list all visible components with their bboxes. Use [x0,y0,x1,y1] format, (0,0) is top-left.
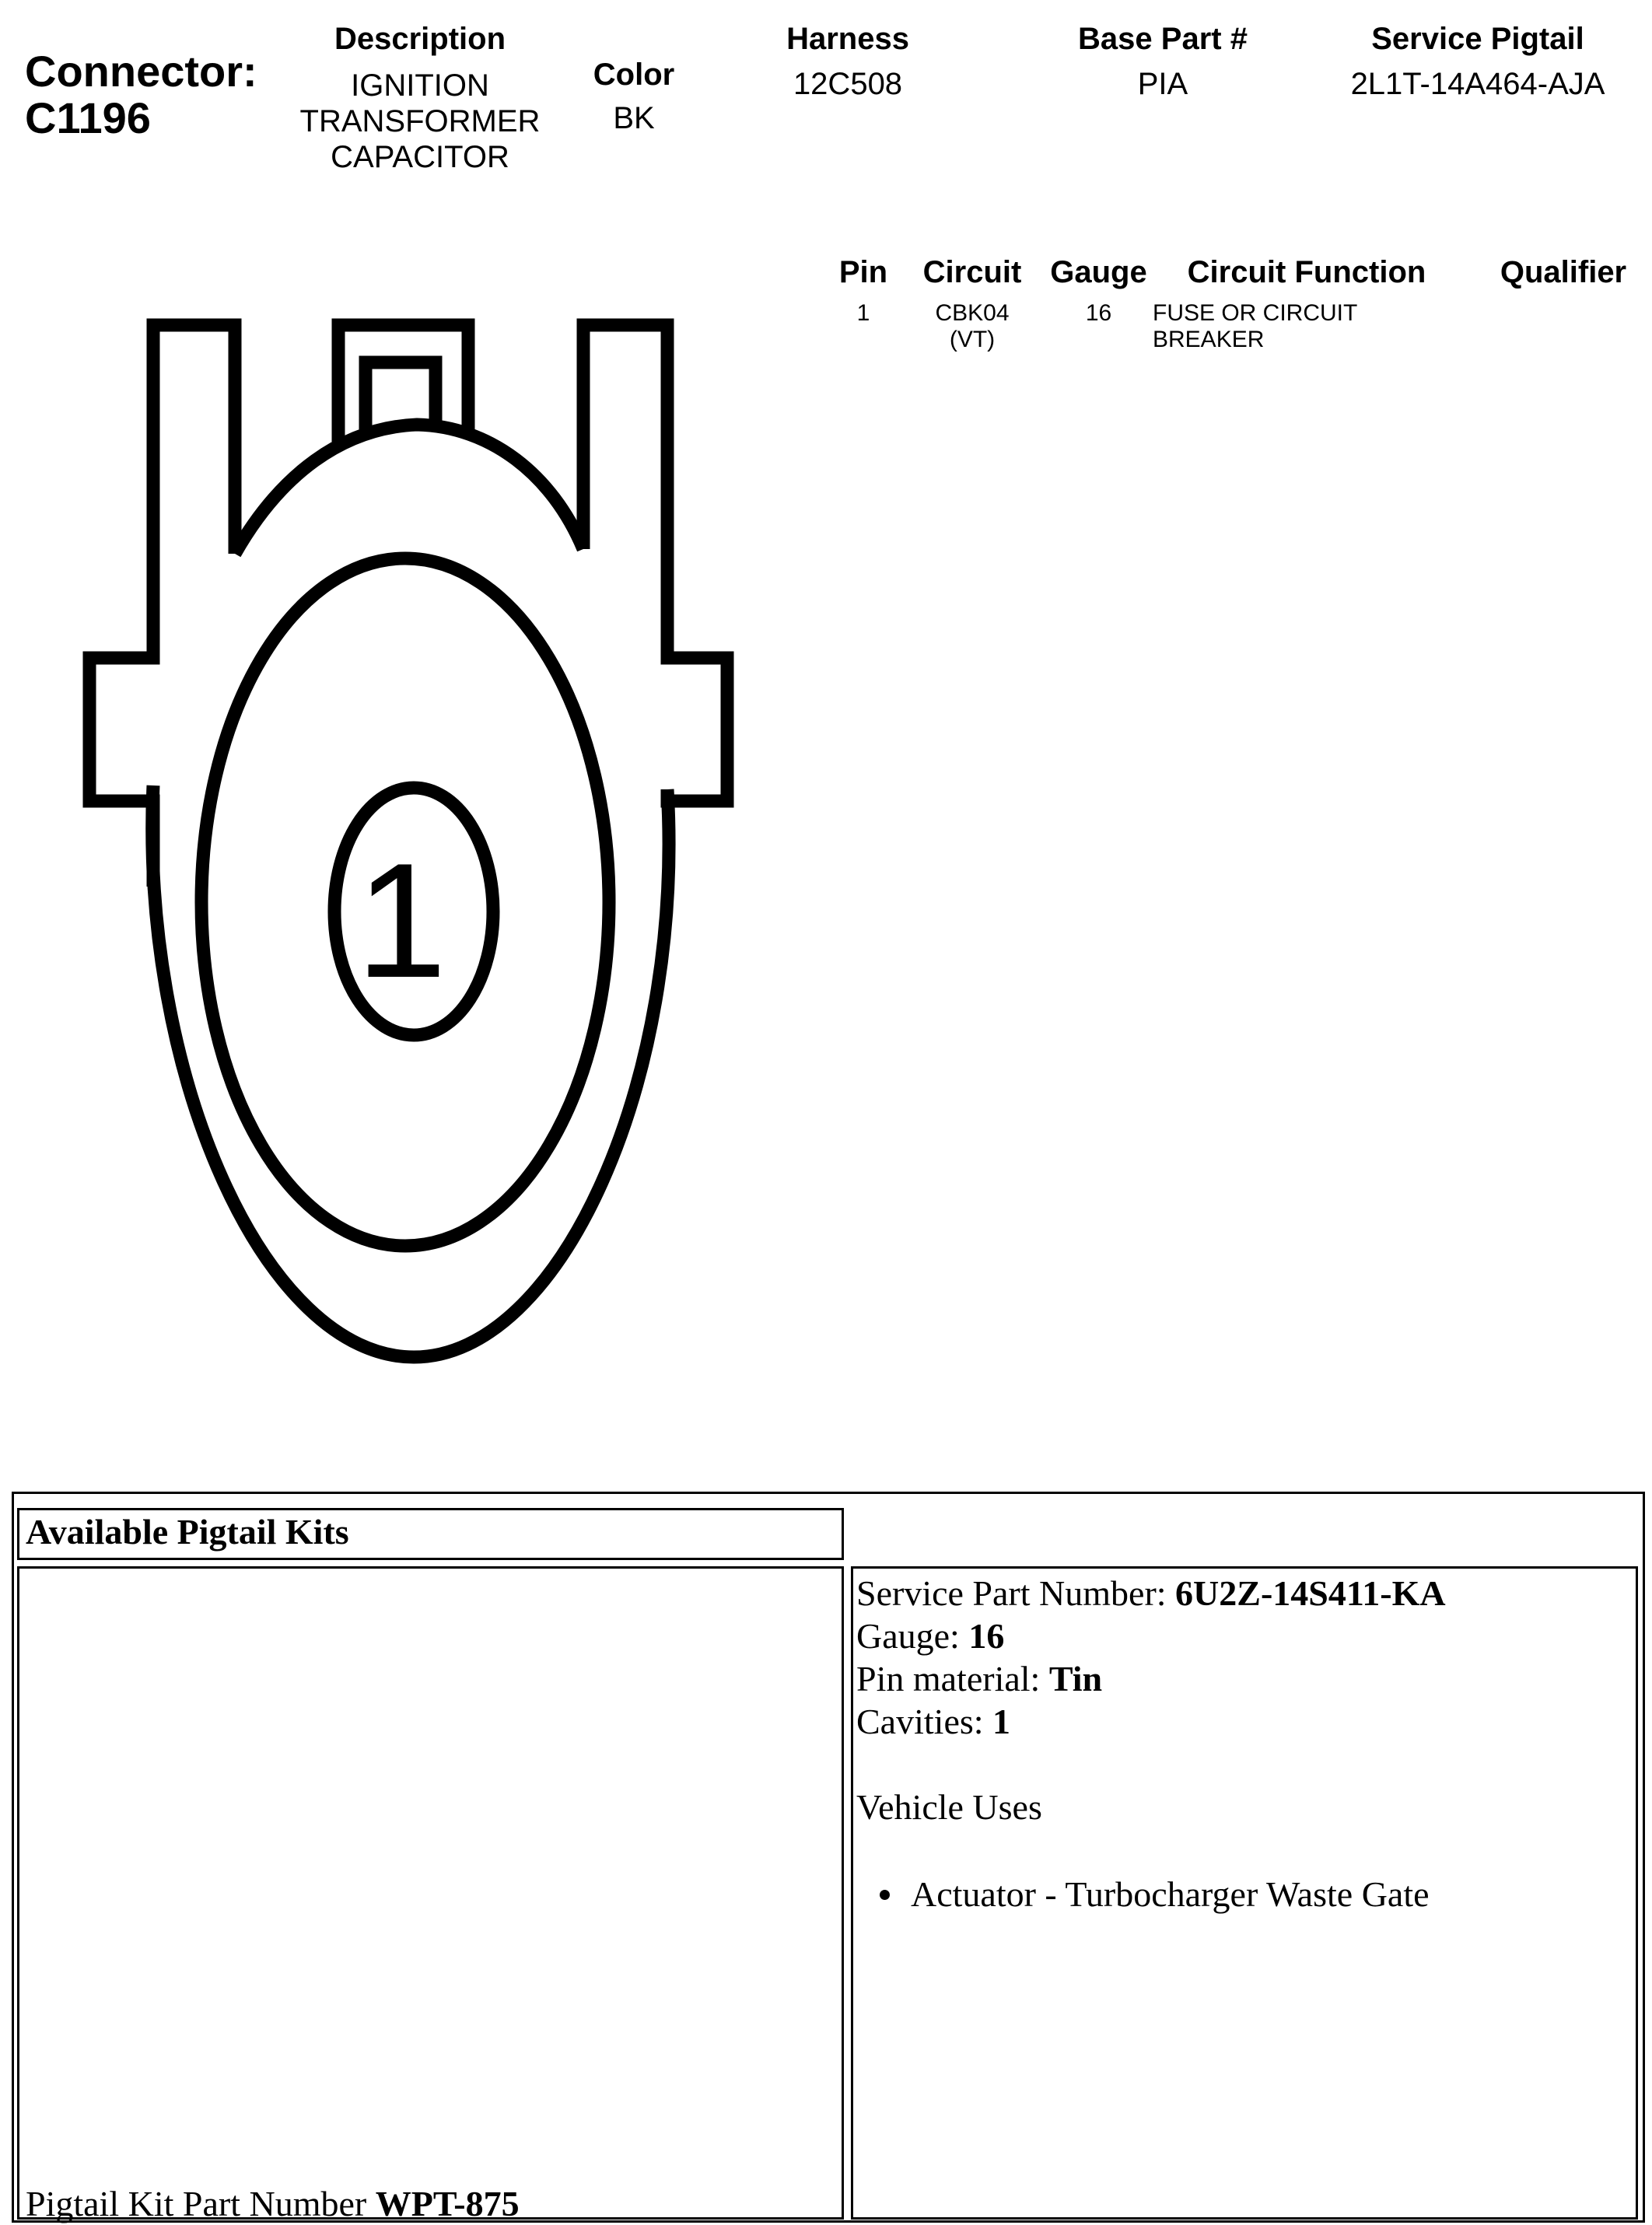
gauge-value: 16 [968,1616,1005,1656]
description-label: Description [334,22,506,56]
connector-label: Connector: [25,47,257,96]
kit-part-label: Pigtail Kit Part Number [26,2184,376,2223]
service-part-label: Service Part Number: [856,1573,1176,1613]
function-line: BREAKER [1153,327,1265,352]
harness-value: 12C508 [793,67,903,101]
description-line: TRANSFORMER [299,104,541,138]
connector-top-arc [235,425,583,554]
function-line: FUSE OR CIRCUIT [1153,300,1358,326]
cavities-line [856,1700,1636,1743]
pin-cell: 1 [856,300,870,326]
pigtail-kits-header-cell [17,1508,844,1560]
cavities-label: Cavities: [856,1702,993,1741]
connector-right-outline [583,325,727,801]
color-value: BK [613,101,655,135]
pigtail-details [853,1569,1636,1915]
service-pigtail-label: Service Pigtail [1371,22,1584,56]
cavities-value: 1 [992,1702,1011,1741]
circuit-code: CBK04 [935,300,1010,326]
gauge-label: Gauge: [856,1616,969,1656]
pin-material-value: Tin [1048,1659,1103,1698]
pin-material-line [856,1657,1636,1700]
kit-part-number [26,2182,520,2225]
vehicle-uses-list [856,1873,1636,1915]
connector-id: C1196 [25,93,151,142]
base-part-label: Base Part # [1078,22,1248,56]
circuit-function-cell [1153,300,1433,353]
gauge-line [856,1615,1636,1657]
pigtail-kits-title: Available Pigtail Kits [26,1512,349,1552]
kit-part-value: WPT-875 [375,2184,520,2223]
connector-face-diagram [0,0,778,1400]
pin-header: Pin [838,255,888,289]
circuit-function-header: Circuit Function [1187,255,1426,289]
gauge-cell: 16 [1085,300,1112,326]
circuit-header: Circuit [922,255,1022,289]
service-part-value: 6U2Z-14S411-KA [1175,1573,1446,1613]
base-part-value: PIA [1137,67,1188,101]
service-part-number-line [856,1572,1636,1615]
service-pigtail-column [1314,22,1641,102]
vehicle-uses-label: Vehicle Uses [856,1787,1042,1827]
circuit-color: (VT) [949,327,996,352]
service-pigtail-value: 2L1T-14A464-AJA [1350,67,1605,101]
pigtail-image-cell [17,1566,844,2223]
pigtail-details-cell [851,1566,1638,2220]
color-label: Color [593,58,675,92]
harness-label: Harness [786,22,909,56]
description-line: CAPACITOR [331,140,509,174]
base-part-column [1042,22,1283,102]
qualifier-header: Qualifier [1500,255,1627,289]
pin-material-label: Pin material: [856,1659,1049,1698]
pin-cavity-label: 1 [355,829,447,1012]
gauge-header: Gauge [1050,255,1147,289]
circuit-cell [906,300,1038,353]
description-line: IGNITION [351,68,489,103]
list-item: Actuator - Turbocharger Waste Gate [856,1873,1636,1915]
